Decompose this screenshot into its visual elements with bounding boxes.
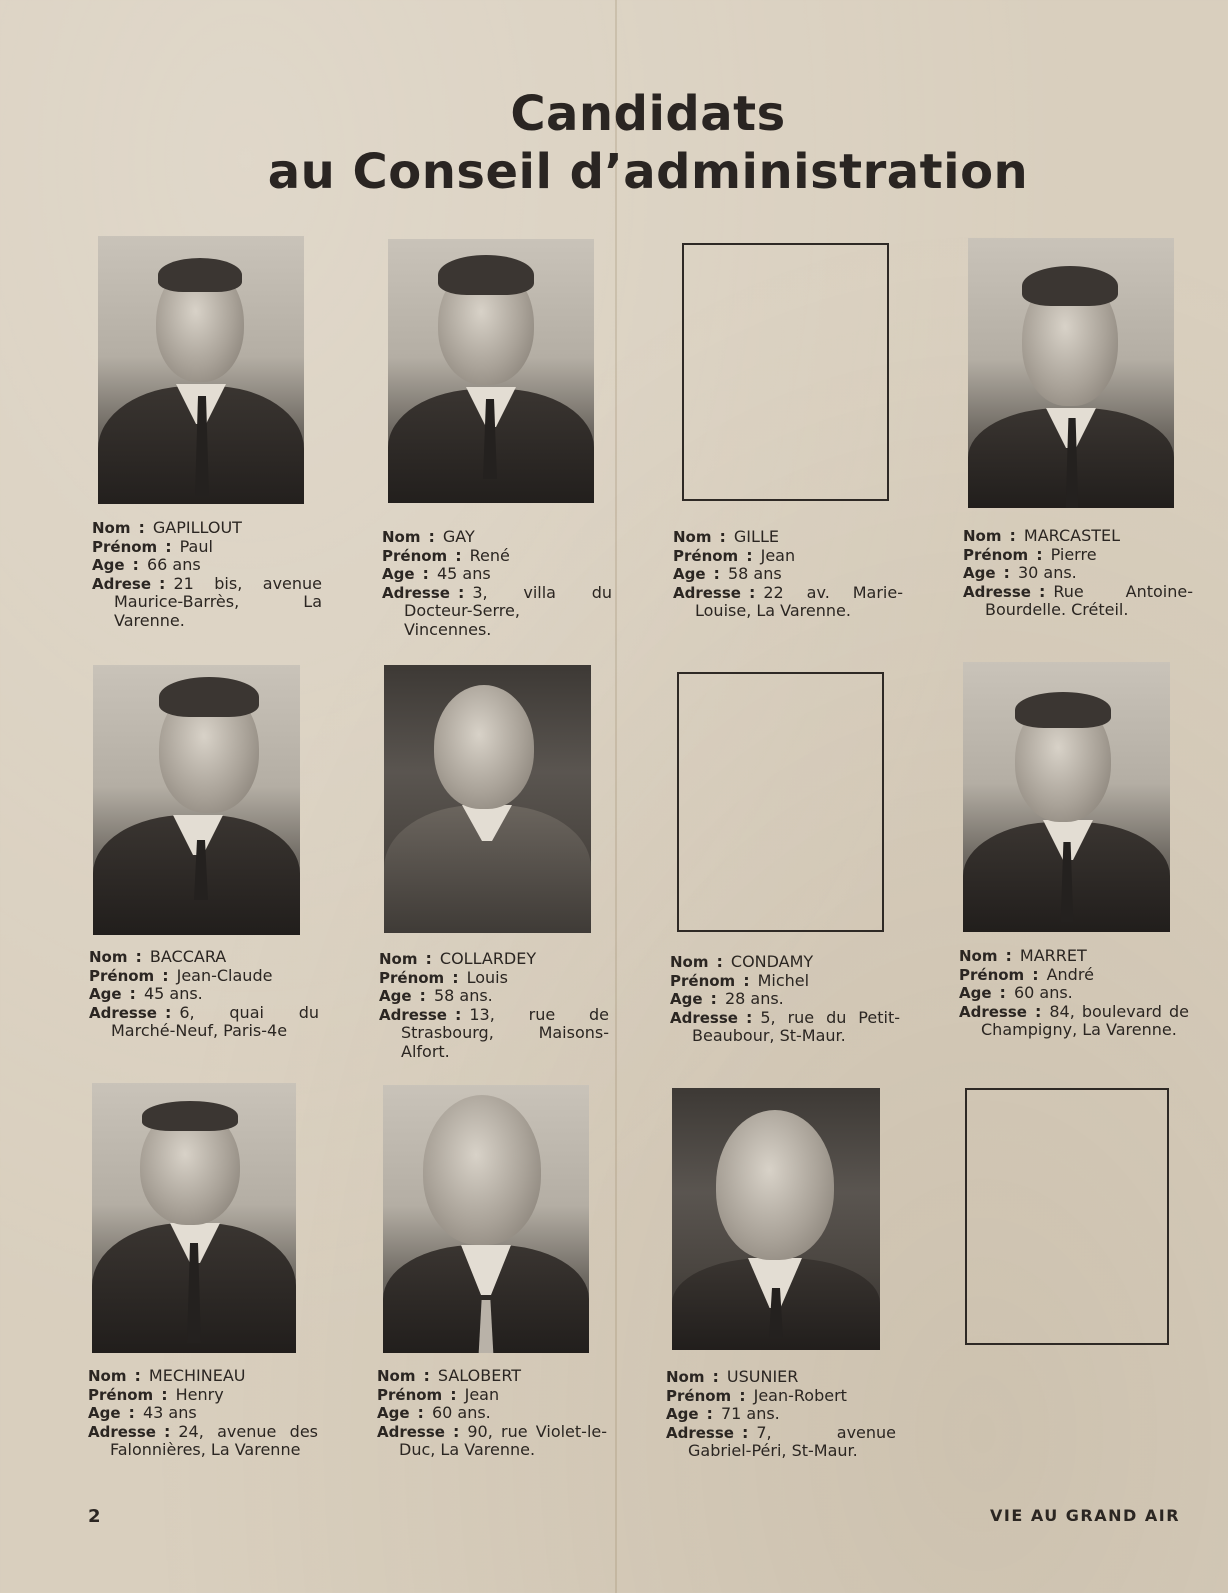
magazine-name: VIE AU GRAND AIR: [990, 1506, 1181, 1525]
colon: :: [748, 582, 756, 602]
candidate-prenom: Jean-Robert: [753, 1385, 847, 1405]
colon: :: [1038, 581, 1046, 601]
age-label: Age: [88, 1404, 121, 1422]
colon: :: [129, 984, 136, 1003]
age-label: Age: [92, 556, 125, 574]
candidate-age: 71 ans.: [720, 1404, 780, 1423]
candidate-nom: CONDAMY: [730, 952, 814, 971]
candidate-photo: [383, 1085, 589, 1353]
age-label: Age: [959, 984, 992, 1002]
adresse-label: Adresse: [382, 583, 450, 602]
colon: :: [417, 1403, 424, 1422]
colon: :: [1005, 946, 1012, 965]
candidate-prenom: Louis: [466, 967, 508, 987]
colon: :: [138, 518, 145, 537]
prenom-label: Prénom: [88, 1385, 154, 1404]
candidate-adresse: 5, rue du Petit-Beaubour, St-Maur.: [692, 1007, 900, 1045]
colon: :: [162, 965, 169, 985]
candidate-age: 45 ans.: [143, 984, 203, 1003]
nom-label: Nom: [959, 947, 998, 965]
candidate-prenom: Jean: [464, 1384, 500, 1404]
nom-label: Nom: [379, 950, 418, 968]
nom-label: Nom: [88, 1367, 127, 1385]
colon: :: [710, 989, 717, 1008]
candidate-adresse: 90, rue Violet-le-Duc, La Varenne.: [399, 1421, 607, 1459]
candidate-nom: MARCASTEL: [1023, 526, 1121, 545]
age-label: Age: [379, 987, 412, 1005]
page-title-line1: Candidats: [510, 86, 786, 142]
candidate-adresse: 21 bis, avenue Maurice-Barrès, La Varenne.: [114, 573, 322, 630]
candidate-age: 28 ans.: [724, 989, 784, 1008]
prenom-label: Prénom: [377, 1385, 443, 1404]
colon: :: [741, 1422, 749, 1442]
nom-label: Nom: [673, 528, 712, 546]
page-number: 2: [88, 1506, 101, 1527]
candidate-nom: SALOBERT: [437, 1366, 522, 1385]
age-label: Age: [963, 564, 996, 582]
age-label: Age: [382, 565, 415, 583]
candidate-age: 45 ans: [436, 564, 491, 583]
candidate-adresse: 3, villa du Docteur-Serre, Vincennes.: [404, 582, 612, 639]
candidate-nom: BACCARA: [149, 947, 227, 966]
candidate-photo: [963, 662, 1170, 932]
colon: :: [743, 970, 750, 990]
colon: :: [135, 947, 142, 966]
colon: :: [159, 573, 166, 593]
candidate-nom: USUNIER: [726, 1367, 799, 1386]
prenom-label: Prénom: [673, 546, 739, 565]
colon: :: [457, 582, 465, 602]
candidate-age: 60 ans.: [1013, 983, 1073, 1002]
age-label: Age: [670, 990, 703, 1008]
prenom-label: Prénom: [666, 1386, 732, 1405]
colon: :: [1009, 526, 1016, 545]
colon: :: [1034, 1001, 1042, 1021]
candidate-nom: MECHINEAU: [148, 1366, 246, 1385]
candidate-prenom: Paul: [179, 536, 213, 556]
prenom-label: Prénom: [670, 971, 736, 990]
candidate-adresse: 24, avenue des Falonnières, La Varenne: [110, 1421, 318, 1459]
nom-label: Nom: [963, 527, 1002, 545]
adresse-label: Adresse: [89, 1003, 157, 1022]
candidate-prenom: Jean-Claude: [176, 965, 273, 985]
candidate-prenom: Pierre: [1050, 544, 1097, 564]
colon: :: [163, 1421, 171, 1441]
candidate-adresse: Rue Antoine-Bourdelle. Créteil.: [985, 581, 1193, 619]
colon: :: [706, 1404, 713, 1423]
page-title-line2: au Conseil d’administration: [267, 144, 1029, 200]
colon: :: [716, 952, 723, 971]
adresse-label: Adrese: [92, 574, 152, 593]
colon: :: [1003, 563, 1010, 582]
empty-photo-frame: [965, 1088, 1169, 1345]
candidate-nom: GILLE: [733, 527, 779, 546]
colon: :: [999, 983, 1006, 1002]
empty-photo-frame: [677, 672, 884, 932]
candidate-age: 60 ans.: [431, 1403, 491, 1422]
colon: :: [132, 555, 139, 574]
prenom-label: Prénom: [963, 545, 1029, 564]
colon: :: [134, 1366, 141, 1385]
candidate-age: 66 ans: [146, 555, 201, 574]
candidate-adresse: 13, rue de Strasbourg, Maisons-Alfort.: [401, 1004, 609, 1061]
nom-label: Nom: [92, 519, 131, 537]
prenom-label: Prénom: [379, 968, 445, 987]
adresse-label: Adresse: [666, 1423, 734, 1442]
colon: :: [746, 545, 753, 565]
colon: :: [419, 986, 426, 1005]
colon: :: [455, 545, 462, 565]
prenom-label: Prénom: [382, 546, 448, 565]
candidate-photo: [388, 239, 594, 503]
colon: :: [428, 527, 435, 546]
colon: :: [745, 1007, 753, 1027]
age-label: Age: [89, 985, 122, 1003]
candidate-age: 58 ans.: [433, 986, 493, 1005]
colon: :: [1036, 544, 1043, 564]
candidate-age: 30 ans.: [1017, 563, 1077, 582]
colon: :: [422, 564, 429, 583]
colon: :: [713, 564, 720, 583]
candidate-photo: [93, 665, 300, 935]
prenom-label: Prénom: [89, 966, 155, 985]
colon: :: [452, 1421, 460, 1441]
candidate-nom: GAPILLOUT: [152, 518, 242, 537]
candidate-photo: [384, 665, 591, 933]
colon: :: [739, 1385, 746, 1405]
colon: :: [450, 1384, 457, 1404]
candidate-photo: [672, 1088, 880, 1350]
colon: :: [423, 1366, 430, 1385]
candidate-prenom: Jean: [760, 545, 796, 565]
nom-label: Nom: [89, 948, 128, 966]
candidate-nom: GAY: [442, 527, 475, 546]
adresse-label: Adresse: [963, 582, 1031, 601]
candidate-adresse: 6, quai du Marché-Neuf, Paris-4e: [111, 1002, 319, 1040]
colon: :: [165, 536, 172, 556]
colon: :: [1032, 964, 1039, 984]
candidate-adresse: 84, boulevard de Champigny, La Varenne.: [981, 1001, 1189, 1039]
prenom-label: Prénom: [959, 965, 1025, 984]
candidate-age: 58 ans: [727, 564, 782, 583]
empty-photo-frame: [682, 243, 889, 501]
page-fold: [615, 0, 617, 1593]
candidate-prenom: André: [1046, 964, 1094, 984]
adresse-label: Adresse: [673, 583, 741, 602]
candidate-age: 43 ans: [142, 1403, 197, 1422]
candidate-adresse: 22 av. Marie-Louise, La Varenne.: [695, 582, 903, 620]
colon: :: [161, 1384, 168, 1404]
adresse-label: Adresse: [959, 1002, 1027, 1021]
candidate-prenom: Michel: [757, 970, 810, 990]
candidate-nom: MARRET: [1019, 946, 1087, 965]
age-label: Age: [377, 1404, 410, 1422]
colon: :: [425, 949, 432, 968]
candidate-photo: [92, 1083, 296, 1353]
nom-label: Nom: [670, 953, 709, 971]
candidate-nom: COLLARDEY: [439, 949, 537, 968]
colon: :: [128, 1403, 135, 1422]
adresse-label: Adresse: [379, 1005, 447, 1024]
candidate-adresse: 7, avenue Gabriel-Péri, St-Maur.: [688, 1422, 896, 1460]
colon: :: [719, 527, 726, 546]
colon: :: [164, 1002, 172, 1022]
colon: :: [454, 1004, 462, 1024]
age-label: Age: [666, 1405, 699, 1423]
age-label: Age: [673, 565, 706, 583]
nom-label: Nom: [666, 1368, 705, 1386]
nom-label: Nom: [377, 1367, 416, 1385]
prenom-label: Prénom: [92, 537, 158, 556]
nom-label: Nom: [382, 528, 421, 546]
candidate-prenom: Henry: [175, 1384, 224, 1404]
adresse-label: Adresse: [670, 1008, 738, 1027]
candidate-photo: [98, 236, 304, 504]
adresse-label: Adresse: [88, 1422, 156, 1441]
candidate-photo: [968, 238, 1174, 508]
colon: :: [712, 1367, 719, 1386]
adresse-label: Adresse: [377, 1422, 445, 1441]
candidate-prenom: René: [469, 545, 510, 565]
colon: :: [452, 967, 459, 987]
